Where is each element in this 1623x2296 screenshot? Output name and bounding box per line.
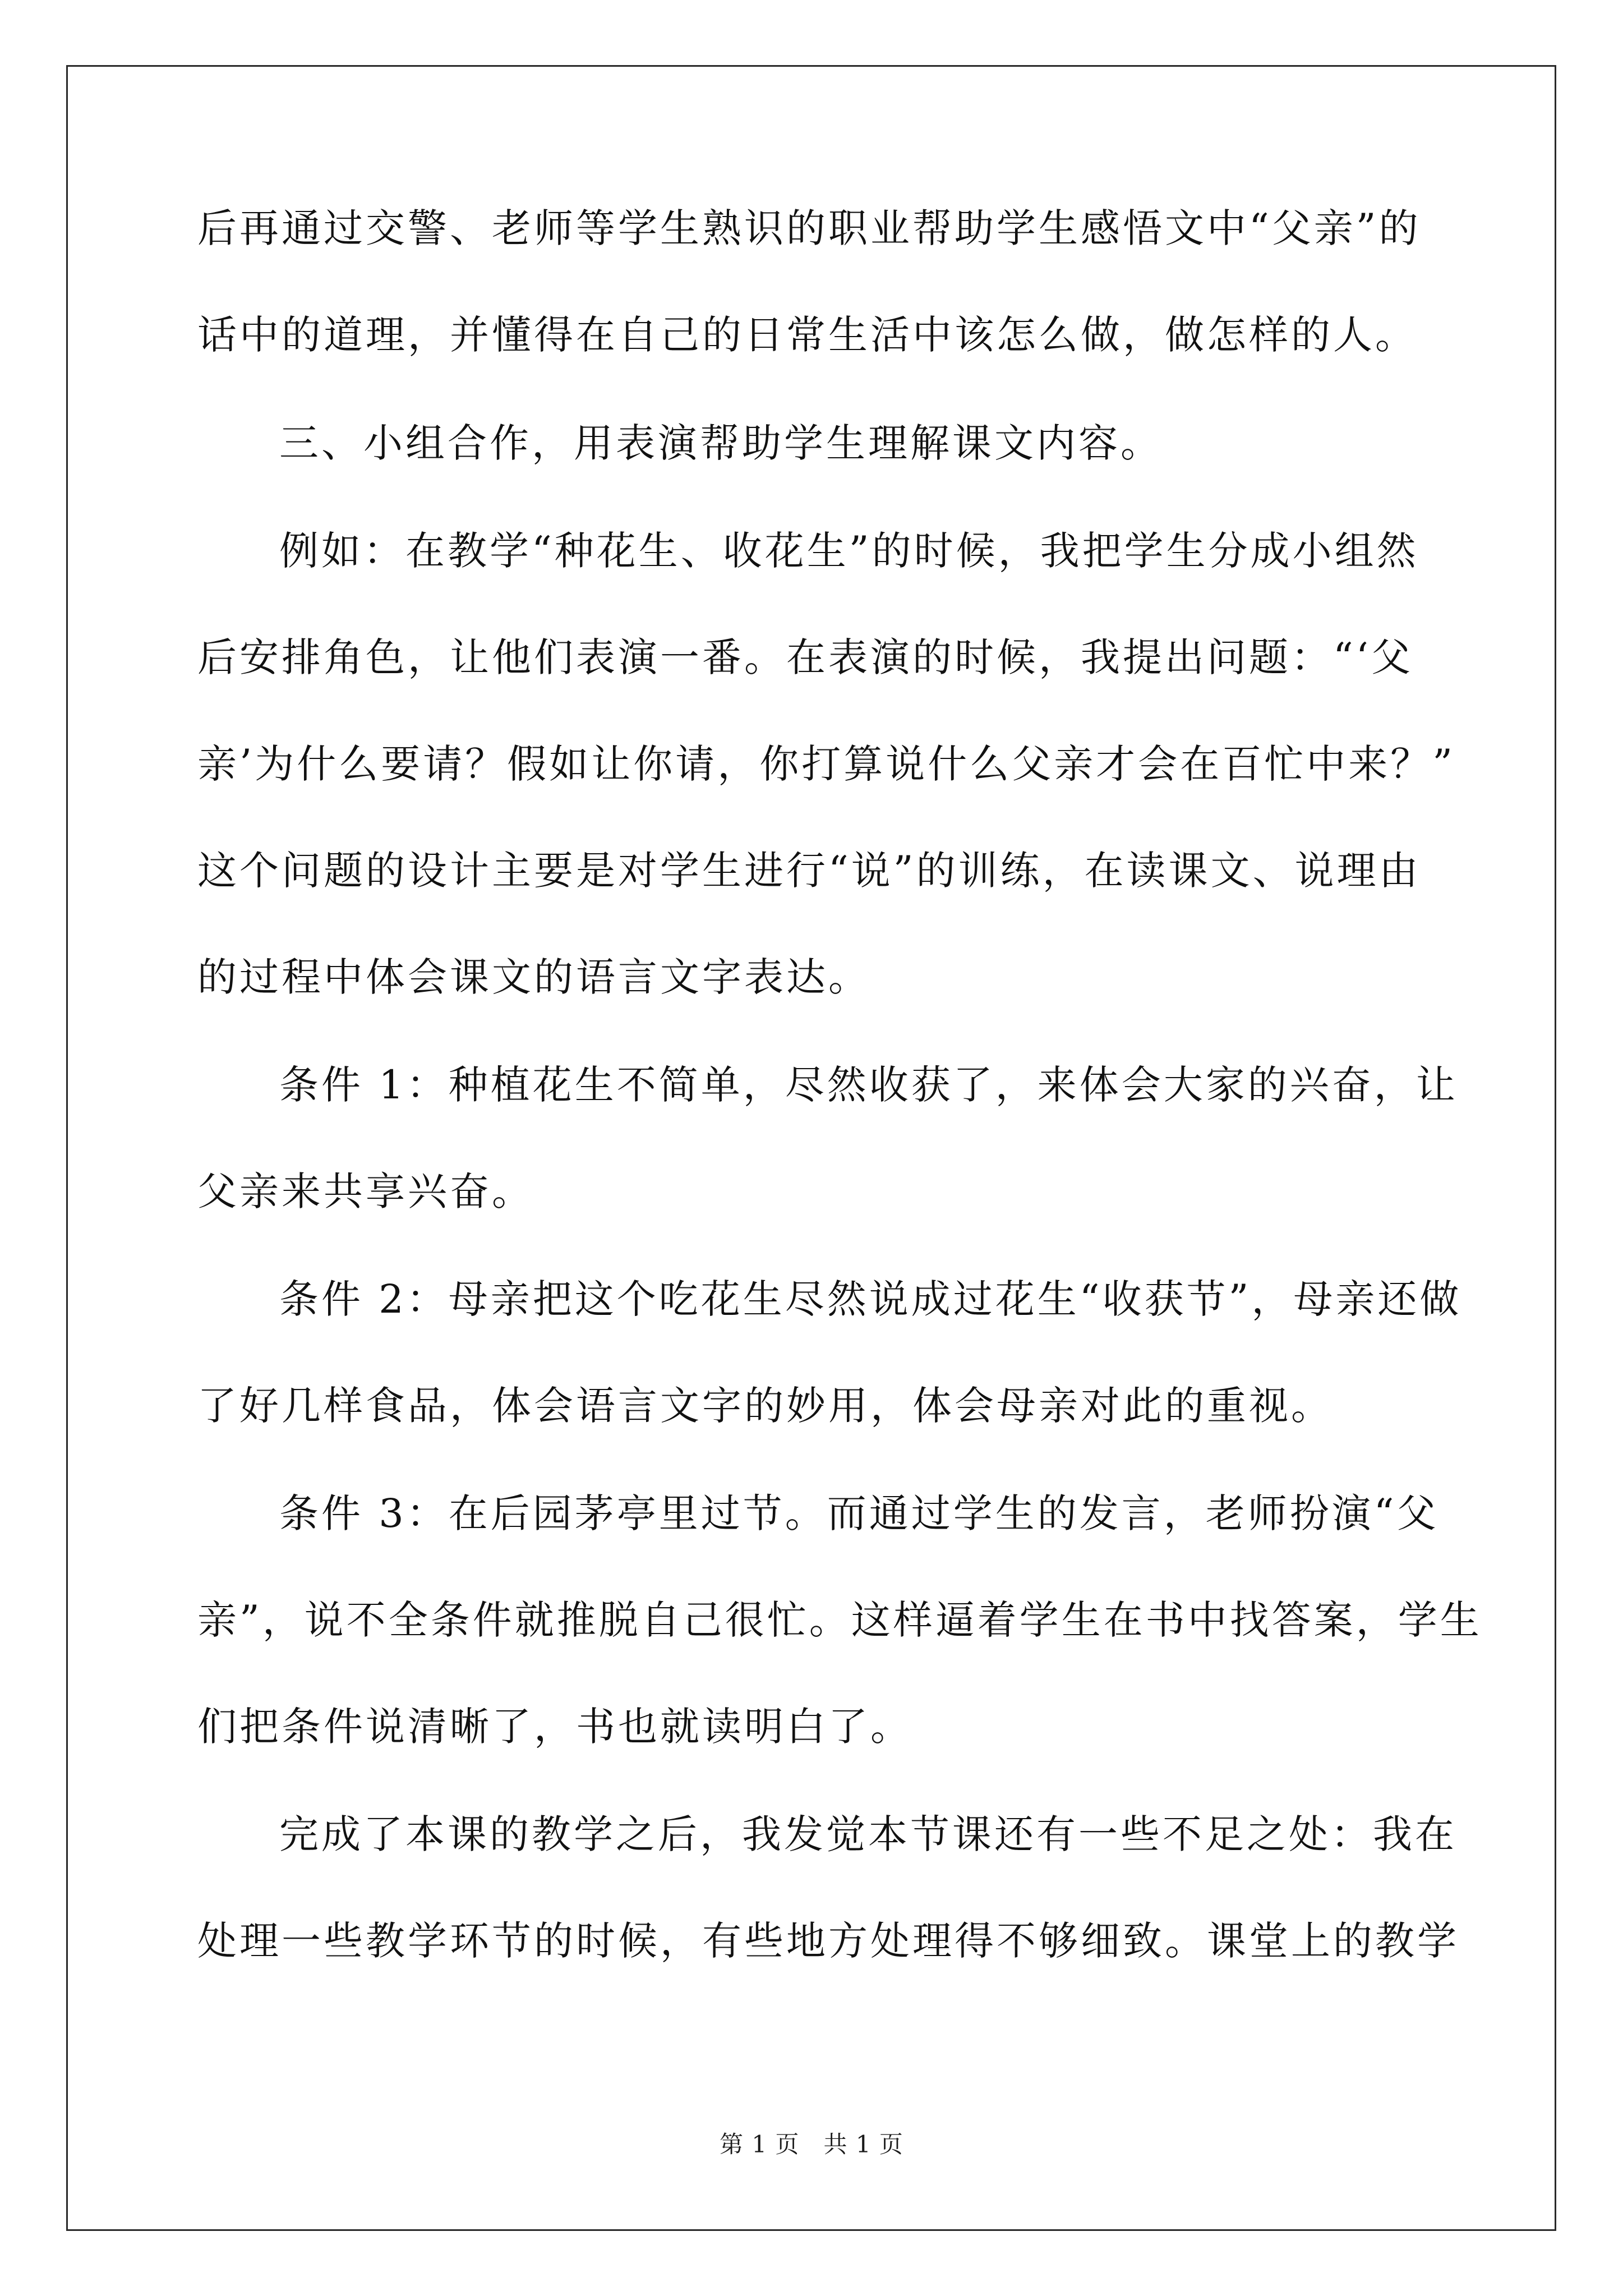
page-number-footer: 第 1 页 共 1 页 xyxy=(720,2131,903,2158)
text-line: 这个问题的设计主要是对学生进行“说”的训练，在读课文、说理由 xyxy=(197,848,1421,894)
text-line: 条件 2：母亲把这个吃花生尽然说成过花生“收获节”，母亲还做 xyxy=(279,1276,1462,1322)
text-line: 的过程中体会课文的语言文字表达。 xyxy=(197,954,870,1000)
section-heading: 三、小组合作，用表演帮助学生理解课文内容。 xyxy=(279,420,1163,466)
text-line: 父亲来共享兴奋。 xyxy=(197,1168,534,1214)
text-line: 例如：在教学“种花生、收花生”的时候，我把学生分成小组然 xyxy=(279,528,1419,574)
text-line: 们把条件说清晰了，书也就读明白了。 xyxy=(197,1704,912,1750)
text-line: 条件 3：在后园茅亭里过节。而通过学生的发言，老师扮演“父 xyxy=(279,1490,1439,1536)
text-line: 亲’为什么要请？假如让你请，你打算说什么父亲才会在百忙中来？” xyxy=(197,741,1456,787)
text-line: 话中的道理，并懂得在自己的日常生活中该怎么做，做怎样的人。 xyxy=(197,312,1417,358)
text-line: 完成了本课的教学之后，我发觉本节课还有一些不足之处：我在 xyxy=(279,1811,1457,1857)
text-line: 后再通过交警、老师等学生熟识的职业帮助学生感悟文中“父亲”的 xyxy=(197,205,1421,251)
text-line: 亲”，说不全条件就推脱自己很忙。这样逼着学生在书中找答案，学生 xyxy=(197,1597,1482,1643)
text-line: 条件 1：种植花生不简单，尽然收获了，来体会大家的兴奋，让 xyxy=(279,1062,1458,1108)
page-border xyxy=(66,65,1556,2231)
text-line: 了好几样食品，体会语言文字的妙用，体会母亲对此的重视。 xyxy=(197,1383,1333,1429)
text-line: 处理一些教学环节的时候，有些地方处理得不够细致。课堂上的教学 xyxy=(197,1918,1459,1964)
text-line: 后安排角色，让他们表演一番。在表演的时候，我提出问题：“‘父 xyxy=(197,634,1414,680)
